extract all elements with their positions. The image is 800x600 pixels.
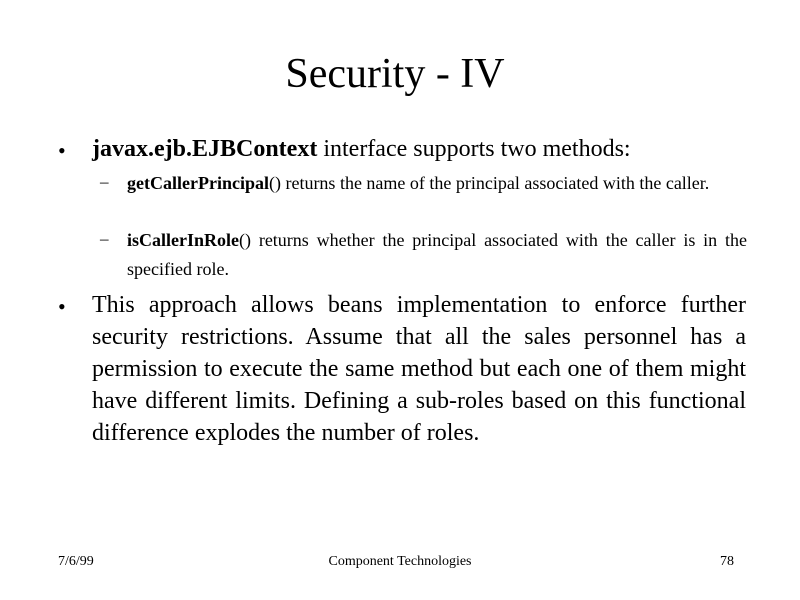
sub-bullet-1-text: () returns the name of the principal associated with the caller. <box>268 173 710 193</box>
bullet-dot: • <box>58 294 66 319</box>
sub-bullet-2-text: () returns whether the principal associated with the caller is in the specified role. <box>127 230 747 279</box>
sub-bullet-1 <box>127 169 747 198</box>
footer-date: 7/6/99 <box>58 554 94 569</box>
sub-bullet-2-code: isCallerInRole <box>127 230 239 250</box>
footer-page-number: 78 <box>720 554 734 569</box>
dash-marker: – <box>100 172 109 191</box>
slide-title: Security - IV <box>285 51 505 97</box>
bullet-dot: • <box>58 138 66 163</box>
dash-marker: – <box>100 229 109 248</box>
sub-bullet-1-code: getCallerPrincipal <box>127 173 269 193</box>
bullet-1 <box>92 133 746 165</box>
bullet-1-code: javax.ejb.EJBContext <box>92 136 318 162</box>
bullet-2: This approach allows beans implementation to enforce further security restrictions. Assume that all the sales personnel has a permission to execute the same method but each one of them might have different limits. Defining a sub-roles based on this functional difference explodes the number of roles. <box>92 292 746 446</box>
bullet-1-text: interface supports two methods: <box>317 136 631 162</box>
sub-bullet-2 <box>127 226 747 284</box>
footer-center: Component Technologies <box>328 554 472 569</box>
